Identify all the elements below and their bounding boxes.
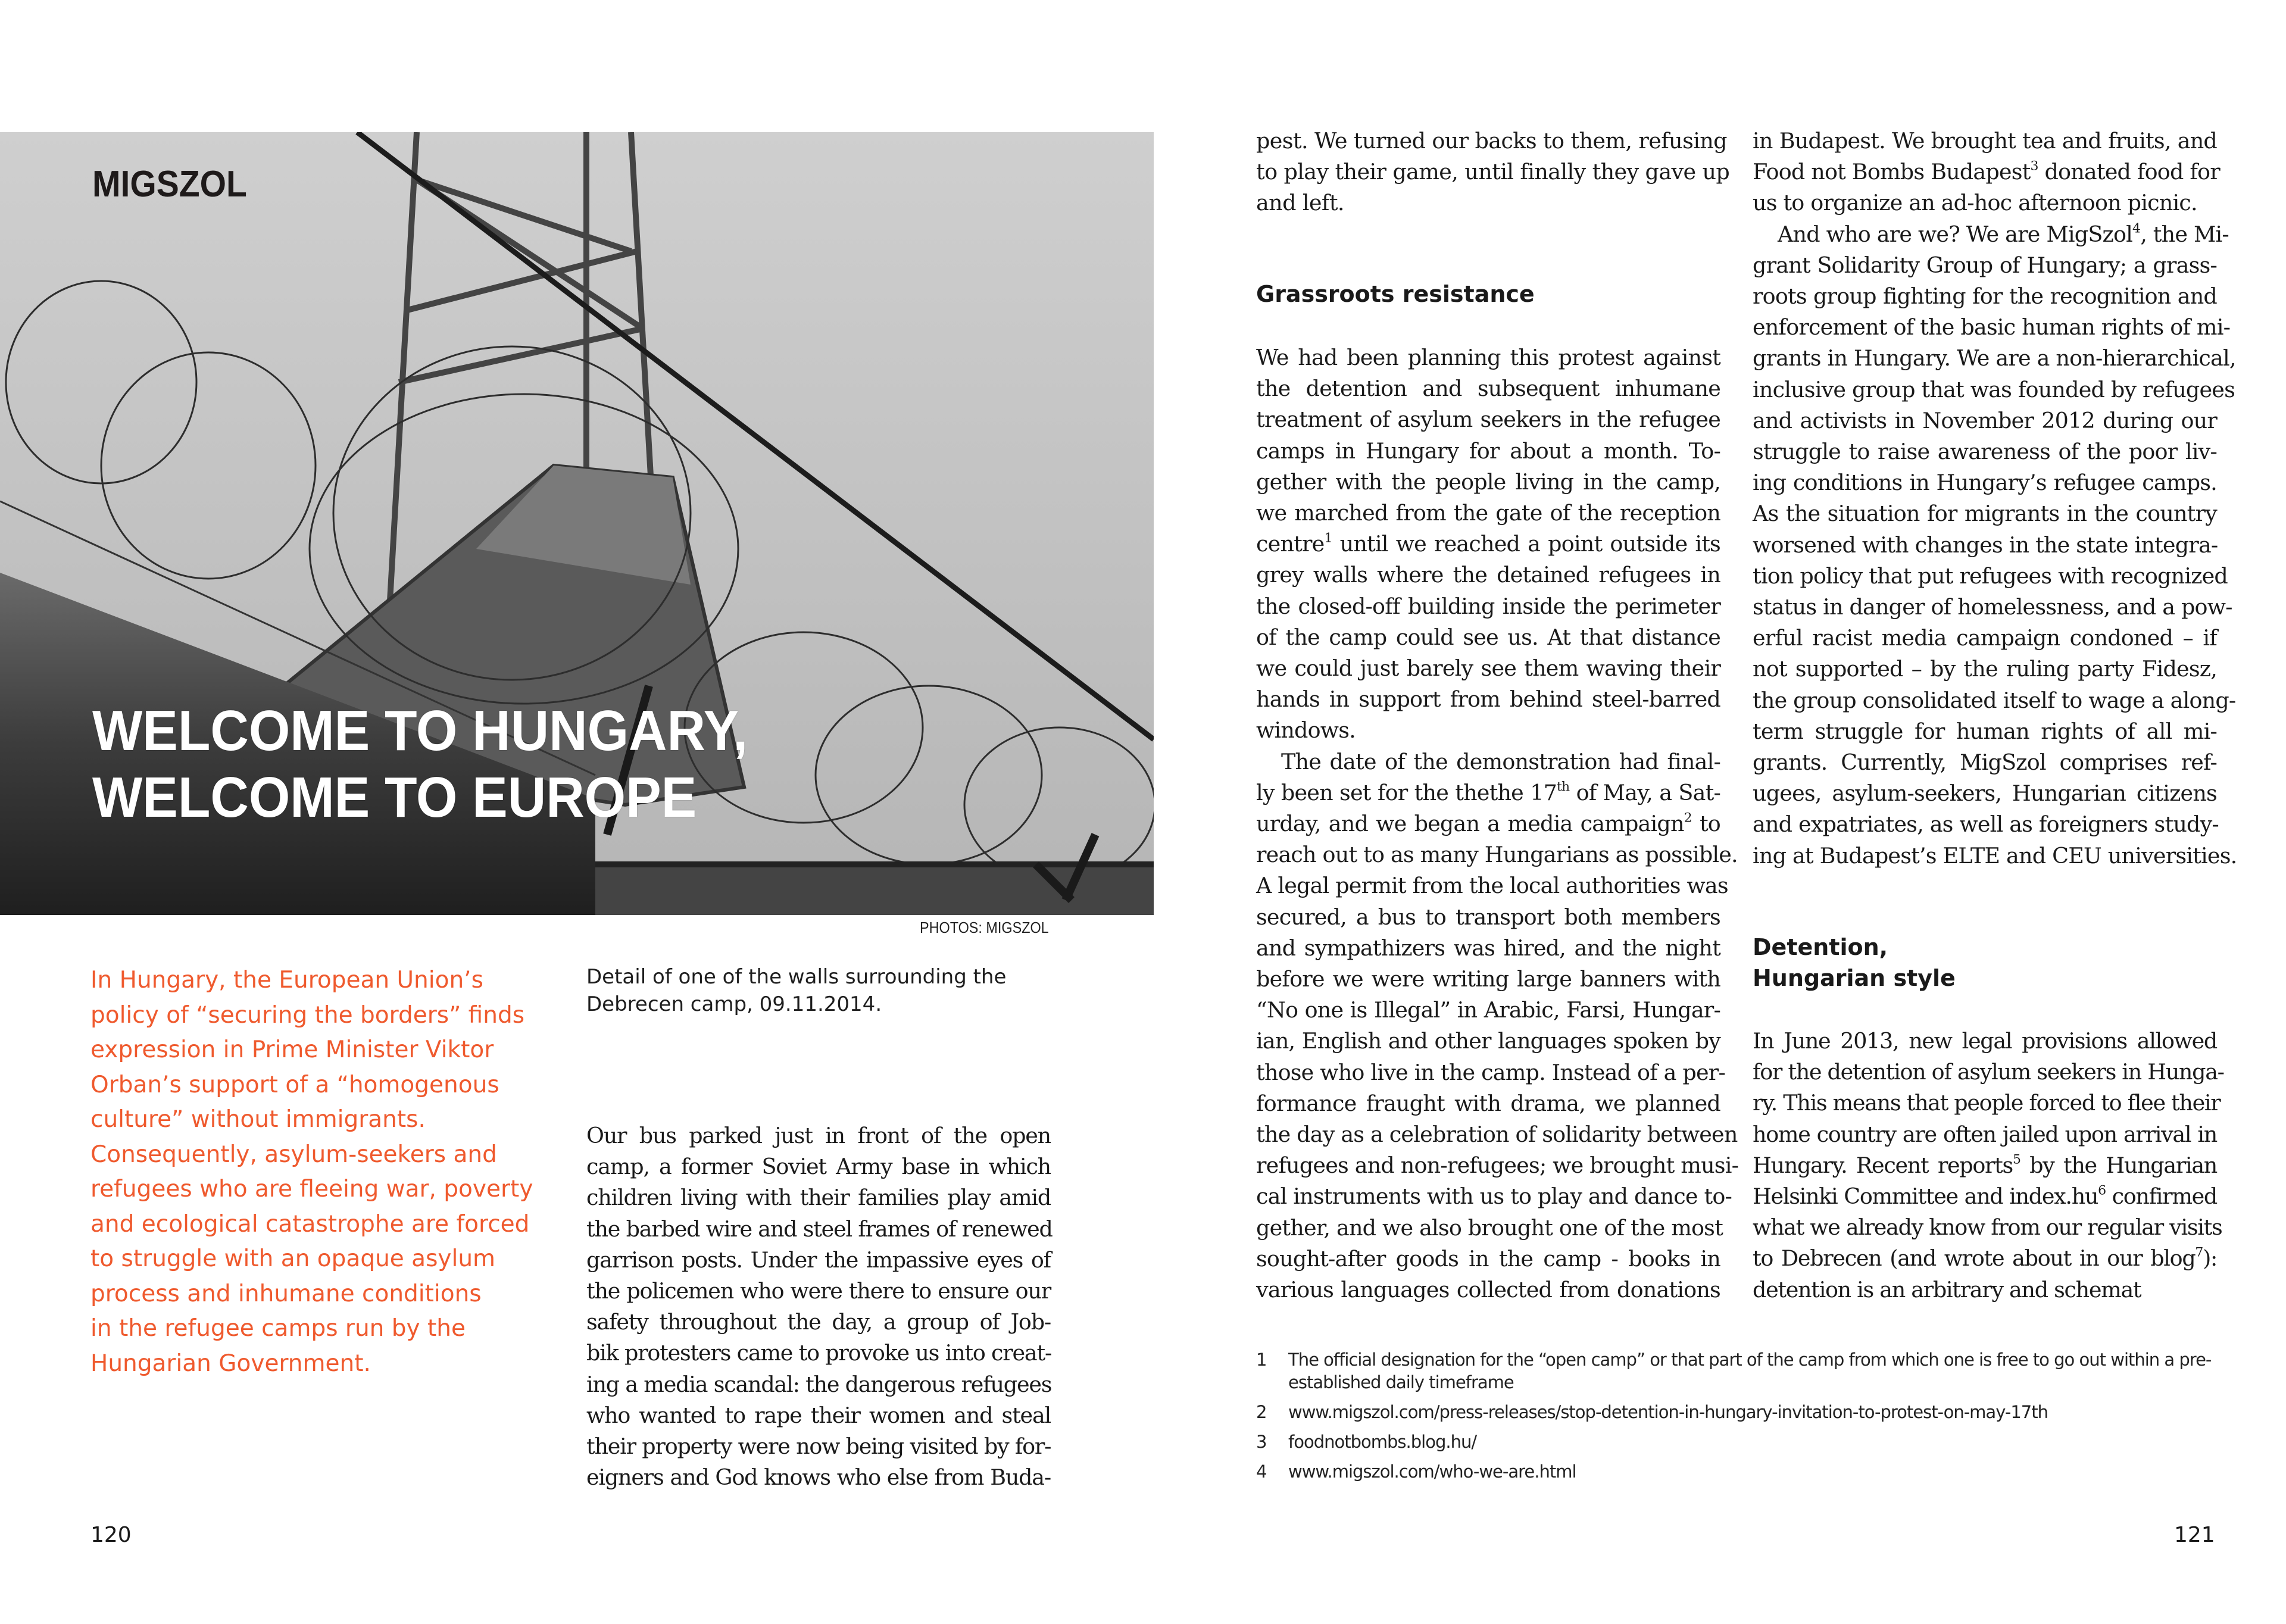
- body-line: what we already know from our regular visits: [1753, 1214, 2222, 1241]
- footnote-link[interactable]: www.migszol.com/press-releases/stop-detention-in-hungary-invitation-to-protest-on-may-17th: [1288, 1402, 2048, 1422]
- body-line: detention is an arbitrary and schemat: [1753, 1276, 2141, 1303]
- body-line: the policemen who were there to ensure our: [586, 1278, 1051, 1304]
- body-line: grants in Hungary. We are a non-hierarchical,: [1753, 345, 2236, 371]
- body-line: ugees, asylum-seekers, Hungarian citizens: [1753, 780, 2217, 807]
- body-line: home country are often jailed upon arrival in: [1753, 1121, 2217, 1147]
- subheading-detention-hungarian-style: Detention, Hungarian style: [1753, 934, 1956, 991]
- body-line: the barbed wire and steel frames of renewed: [586, 1216, 1053, 1242]
- footnote-ref-4[interactable]: 4: [2132, 221, 2141, 236]
- body-line: A legal permit from the local authorities was: [1256, 873, 1728, 899]
- body-line: As the situation for migrants in the country: [1753, 501, 2217, 527]
- lead-line: and ecological catastrophe are forced: [90, 1210, 530, 1238]
- headline-line-2: WELCOME TO EUROPE: [92, 766, 697, 829]
- body-line: those who live in the camp. Instead of a per-: [1256, 1059, 1725, 1085]
- lead-line: Consequently, asylum-seekers and: [90, 1141, 497, 1168]
- body-line: and activists in November 2012 during our: [1753, 407, 2217, 433]
- lead-paragraph: [90, 963, 555, 1381]
- body-line: roots group fighting for the recognition and: [1753, 283, 2217, 310]
- body-line: secured, a bus to transport both members: [1256, 904, 1720, 930]
- section-kicker: MIGSZOL: [92, 164, 247, 205]
- lead-line: expression in Prime Minister Viktor: [90, 1036, 494, 1063]
- footnote-ref-5[interactable]: 5: [2013, 1152, 2020, 1167]
- body-line: urday, and we began a media campaign$^2$ to: [1256, 810, 1720, 837]
- body-line: we could just barely see them waving their: [1256, 655, 1720, 682]
- body-line: before we were writing large banners with: [1256, 966, 1720, 992]
- body-line: gether with the people living in the camp,: [1256, 469, 1720, 495]
- body-line: not supported – by the ruling party Fidesz,: [1753, 656, 2217, 682]
- body-line: The date of the demonstration had final-: [1281, 748, 1720, 774]
- body-text-detention: [1753, 1026, 2224, 1306]
- footnote-link[interactable]: foodnotbombs.blog.hu/: [1288, 1432, 1477, 1452]
- footnote-ref-2[interactable]: 2: [1684, 810, 1692, 826]
- body-line: term struggle for human rights of all mi-: [1753, 718, 2217, 744]
- footnote-1: 1 The official designation for the “open camp” or that part of the camp from which one is free to go out within a pre-established daily timeframe: [1256, 1350, 2212, 1392]
- body-line: eigners and God knows who else from Buda-: [586, 1464, 1051, 1491]
- body-line: bik protesters came to provoke us into creat-: [586, 1340, 1052, 1366]
- body-line: Food not Bombs Budapest$^3$ donated food for: [1753, 158, 2220, 185]
- body-line: and sympathizers was hired, and the night: [1256, 935, 1720, 961]
- lead-line: Hungarian Government.: [90, 1350, 371, 1377]
- body-line: ian, English and other languages spoken by: [1256, 1028, 1720, 1054]
- body-line: camp, a former Soviet Army base in which: [586, 1154, 1051, 1180]
- footnote-ref-1[interactable]: 1: [1324, 530, 1332, 546]
- body-line: enforcement of the basic human rights of mi-: [1753, 314, 2231, 341]
- body-line: ing a media scandal: the dangerous refugees: [586, 1371, 1052, 1397]
- body-line: grant Solidarity Group of Hungary; a grass-: [1753, 252, 2217, 278]
- body-line: ry. This means that people forced to flee their: [1753, 1090, 2221, 1116]
- lead-line: In Hungary, the European Union’s: [90, 967, 483, 994]
- lead-line: to struggle with an opaque asylum: [90, 1245, 496, 1272]
- lead-line: in the refugee camps run by the: [90, 1315, 466, 1342]
- caption-line: Detail of one of the walls surrounding the: [586, 965, 1007, 989]
- body-line: garrison posts. Under the impassive eyes of: [586, 1247, 1051, 1273]
- body-line: us to organize an ad-hoc afternoon picnic.: [1753, 190, 2197, 216]
- body-line: ing conditions in Hungary’s refugee camps.: [1753, 470, 2217, 496]
- body-line: in Budapest. We brought tea and fruits, and: [1753, 128, 2217, 154]
- page-number-left: 120: [90, 1523, 132, 1547]
- article-headline: [92, 698, 748, 831]
- body-line: cal instruments with us to play and dance to-: [1256, 1183, 1732, 1210]
- body-line: Helsinki Committee and $index.hu^6$ confirmed: [1753, 1183, 2217, 1210]
- body-line: to play their game, until finally they gave up: [1256, 159, 1730, 185]
- body-line: pest. We turned our backs to them, refusing: [1256, 128, 1727, 154]
- body-line: various languages collected from donations: [1256, 1277, 1720, 1303]
- body-line: windows.: [1256, 717, 1356, 744]
- footnote-link[interactable]: www.migszol.com/who-we-are.html: [1288, 1461, 1576, 1482]
- body-line: the closed-off building inside the perimeter: [1256, 593, 1720, 619]
- body-line: grey walls where the detained refugees in: [1256, 562, 1720, 588]
- body-line: ly been set for the thethe 17th of May, a Sat-: [1256, 779, 1720, 805]
- hero-photo: [0, 132, 1154, 915]
- body-line: status in danger of homelessness, and a pow-: [1753, 594, 2232, 620]
- body-line: formance fraught with drama, we planned: [1256, 1090, 1720, 1116]
- lead-line: process and inhumane conditions: [90, 1280, 482, 1307]
- body-line: Hungary. Recent reports$^5$ by the Hungarian: [1753, 1152, 2217, 1178]
- body-text-left-page: [586, 1120, 1051, 1493]
- body-line: the group consolidated itself to wage a along-: [1753, 687, 2236, 713]
- body-text-continued: [1256, 126, 1730, 219]
- body-line: reach out to as many Hungarians as possible.: [1256, 842, 1738, 868]
- body-line: who wanted to rape their women and steal: [586, 1402, 1051, 1428]
- body-line: sought-after goods in the camp - books in: [1256, 1245, 1720, 1272]
- subheading-grassroots-resistance: Grassroots resistance: [1256, 281, 1535, 307]
- body-line: camps in Hungary for about a month. To-: [1256, 438, 1720, 464]
- body-line: and expatriates, as well as foreigners study-: [1753, 811, 2219, 838]
- photo-caption: [586, 963, 1063, 1018]
- footnote-2: 2 www.migszol.com/press-releases/stop-detention-in-hungary-invitation-to-protest-on-may-17th: [1256, 1401, 2232, 1423]
- body-line: tion policy that put refugees with recognized: [1753, 563, 2228, 589]
- body-line: their property were now being visited by for-: [586, 1434, 1051, 1460]
- footnotes: [1256, 1348, 2232, 1490]
- body-line: “No one is Illegal” in Arabic, Farsi, Hungar-: [1256, 997, 1720, 1023]
- body-line: gether, and we also brought one of the most: [1256, 1214, 1723, 1241]
- caption-line: Debrecen camp, 09.11.2014.: [586, 992, 882, 1016]
- footnote-ref-3[interactable]: 3: [2030, 158, 2038, 174]
- footnote-3: 3 foodnotbombs.blog.hu/: [1256, 1431, 2232, 1453]
- footnote-ref-6[interactable]: 6: [2098, 1183, 2106, 1198]
- body-line: erful racist media campaign condoned – if: [1753, 625, 2217, 651]
- body-line: centre$^1$ until we reached a point outside its: [1256, 530, 1720, 557]
- body-line: refugees and non-refugees; we brought musi-: [1256, 1153, 1739, 1179]
- body-line: safety throughout the day, a group of Job-: [586, 1309, 1051, 1335]
- body-line: of the camp could see us. At that distance: [1256, 624, 1720, 650]
- photo-credit: PHOTOS: MIGSZOL: [920, 919, 1049, 936]
- body-text-who-are-we: [1753, 126, 2237, 872]
- lead-line: culture” without immigrants.: [90, 1106, 426, 1133]
- lead-line: refugees who are fleeing war, poverty: [90, 1176, 533, 1203]
- body-line: worsened with changes in the state integra-: [1753, 532, 2218, 558]
- footnote-ref-7[interactable]: 7: [2195, 1245, 2203, 1261]
- body-line: ing at Budapest’s ELTE and CEU universities.: [1753, 842, 2237, 869]
- body-line: And who are we? We are MigSzol$^4$, the Mi-: [1778, 221, 2229, 247]
- body-line: hands in support from behind steel-barred: [1256, 686, 1720, 713]
- body-line: In June 2013, new legal provisions allowed: [1753, 1028, 2217, 1054]
- body-line: Our bus parked just in front of the open: [586, 1123, 1051, 1148]
- body-line: for the detention of asylum seekers in Hunga-: [1753, 1059, 2224, 1085]
- body-line: We had been planning this protest against: [1256, 345, 1720, 370]
- page-number-right: 121: [2174, 1523, 2215, 1547]
- body-line: the detention and subsequent inhumane: [1256, 376, 1720, 402]
- body-line: children living with their families play amid: [586, 1185, 1051, 1211]
- body-line: to Debrecen (and wrote about in our blog$^7$):: [1753, 1245, 2217, 1272]
- body-line: we marched from the gate of the reception: [1256, 500, 1720, 526]
- body-line: and left.: [1256, 190, 1344, 216]
- body-line: grants. Currently, MigSzol comprises ref-: [1753, 749, 2217, 776]
- body-line: inclusive group that was founded by refugees: [1753, 376, 2235, 402]
- body-line: treatment of asylum seekers in the refugee: [1256, 407, 1720, 433]
- headline-line-1: WELCOME TO HUNGARY,: [92, 699, 748, 763]
- footnote-4: 4 www.migszol.com/who-we-are.html: [1256, 1460, 2232, 1483]
- lead-line: Orban’s support of a “homogenous: [90, 1071, 499, 1098]
- body-line: struggle to raise awareness of the poor liv-: [1753, 439, 2217, 465]
- lead-line: policy of “securing the borders” finds: [90, 1001, 525, 1029]
- body-line: the day as a celebration of solidarity between: [1256, 1122, 1738, 1148]
- body-text-grassroots: [1256, 342, 1739, 1306]
